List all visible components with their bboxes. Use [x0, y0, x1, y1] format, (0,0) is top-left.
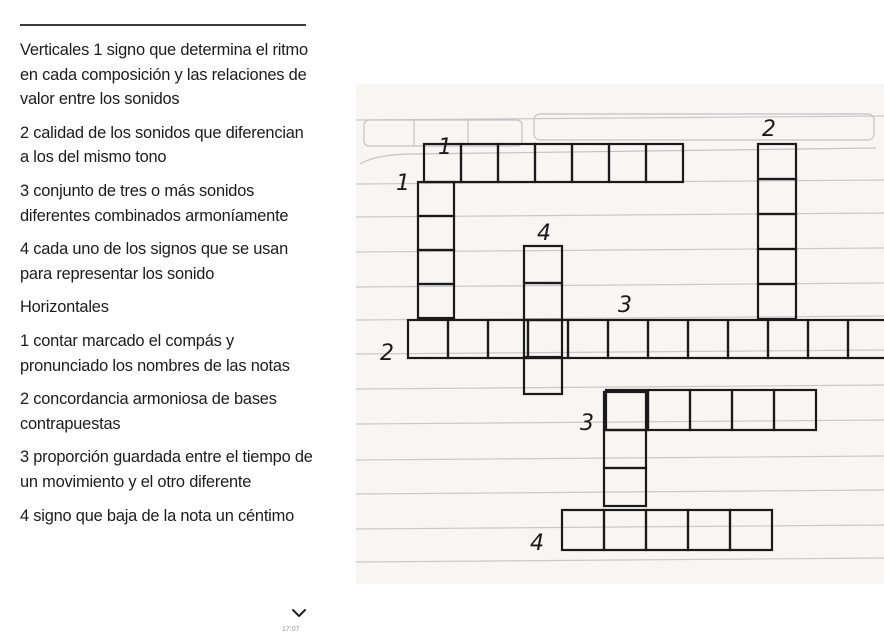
cell-h1: [498, 144, 535, 182]
cell-v4: [524, 283, 562, 320]
clue-list: [20, 38, 315, 537]
clue-vertical-4: 4 cada uno de los signos que se usan para representar los sonido: [20, 240, 288, 283]
cell-h1: [646, 144, 683, 182]
cell-h4: [646, 510, 688, 550]
label-horizontal-1: 1: [396, 171, 410, 196]
cell-v1: [418, 284, 454, 318]
clue-vertical-1: Verticales 1 signo que determina el ritmo en cada composición y las relaciones de valor entre los sonidos: [20, 41, 308, 109]
clue-vertical-2: 2 calidad de los sonidos que diferencian a los del mismo tono: [20, 123, 304, 167]
cell-v2: [758, 284, 796, 319]
cell-h2: [448, 320, 488, 358]
cell-h4: [604, 510, 646, 550]
clue-horizontal-2: 2 concordancia armoniosa de bases contrapuestas: [20, 390, 277, 433]
cell-v2: [758, 214, 796, 249]
label-vertical-3: 3: [618, 293, 632, 318]
cell-h3: [774, 390, 816, 430]
cell-v1: [418, 182, 454, 216]
clue-horizontal-3: 3 proporción guardada entre el tiempo de un movimiento y el otro diferente: [20, 448, 313, 491]
clue-panel: [0, 0, 320, 633]
cell-h3: [732, 390, 774, 430]
label-horizontal-3: 3: [580, 411, 594, 436]
cell-h2: [848, 320, 884, 358]
cell-v1: [418, 216, 454, 250]
cell-h3: [690, 390, 732, 430]
cell-h2: [728, 320, 768, 358]
cell-v4: [524, 246, 562, 283]
label-horizontal-4: 4: [530, 531, 544, 556]
cell-v2: [758, 249, 796, 284]
cell-v1: [418, 250, 454, 284]
cell-h2: [768, 320, 808, 358]
label-vertical-2: 2: [762, 117, 776, 142]
cell-h4: [688, 510, 730, 550]
cell-v3: [604, 468, 646, 506]
cell-h2: [808, 320, 848, 358]
cell-h4: [730, 510, 772, 550]
cell-v3: [604, 430, 646, 468]
horizontals-heading: Horizontales: [20, 298, 109, 317]
cell-h1: [461, 144, 498, 182]
crossword-grid: [356, 84, 884, 584]
cell-h2: [408, 320, 448, 358]
cell-h4: [562, 510, 604, 550]
cell-h3: [648, 390, 690, 430]
chevron-down-icon[interactable]: [290, 606, 308, 620]
clue-horizontal-4: 4 signo que baja de la nota un céntimo: [20, 506, 294, 525]
cell-h3: [606, 390, 648, 430]
label-vertical-4: 4: [537, 221, 551, 246]
crossword-photo: [356, 84, 884, 584]
cell-v2: [758, 179, 796, 214]
cell-v3: [604, 392, 646, 430]
cell-h2: [688, 320, 728, 358]
clue-horizontal-1: 1 contar marcado el compás y pronunciado los nombres de las notas: [20, 331, 290, 375]
divider: [20, 24, 306, 26]
label-horizontal-2: 2: [380, 341, 394, 366]
timestamp: 17:07: [282, 626, 300, 633]
cell-v4: [524, 320, 562, 357]
cell-h1: [572, 144, 609, 182]
cell-h1: [609, 144, 646, 182]
clue-vertical-3: 3 conjunto de tres o más sonidos diferentes combinados armoníamente: [20, 181, 289, 225]
cell-v4: [524, 358, 562, 394]
label-vertical-1: 1: [438, 135, 452, 160]
cell-h1: [535, 144, 572, 182]
